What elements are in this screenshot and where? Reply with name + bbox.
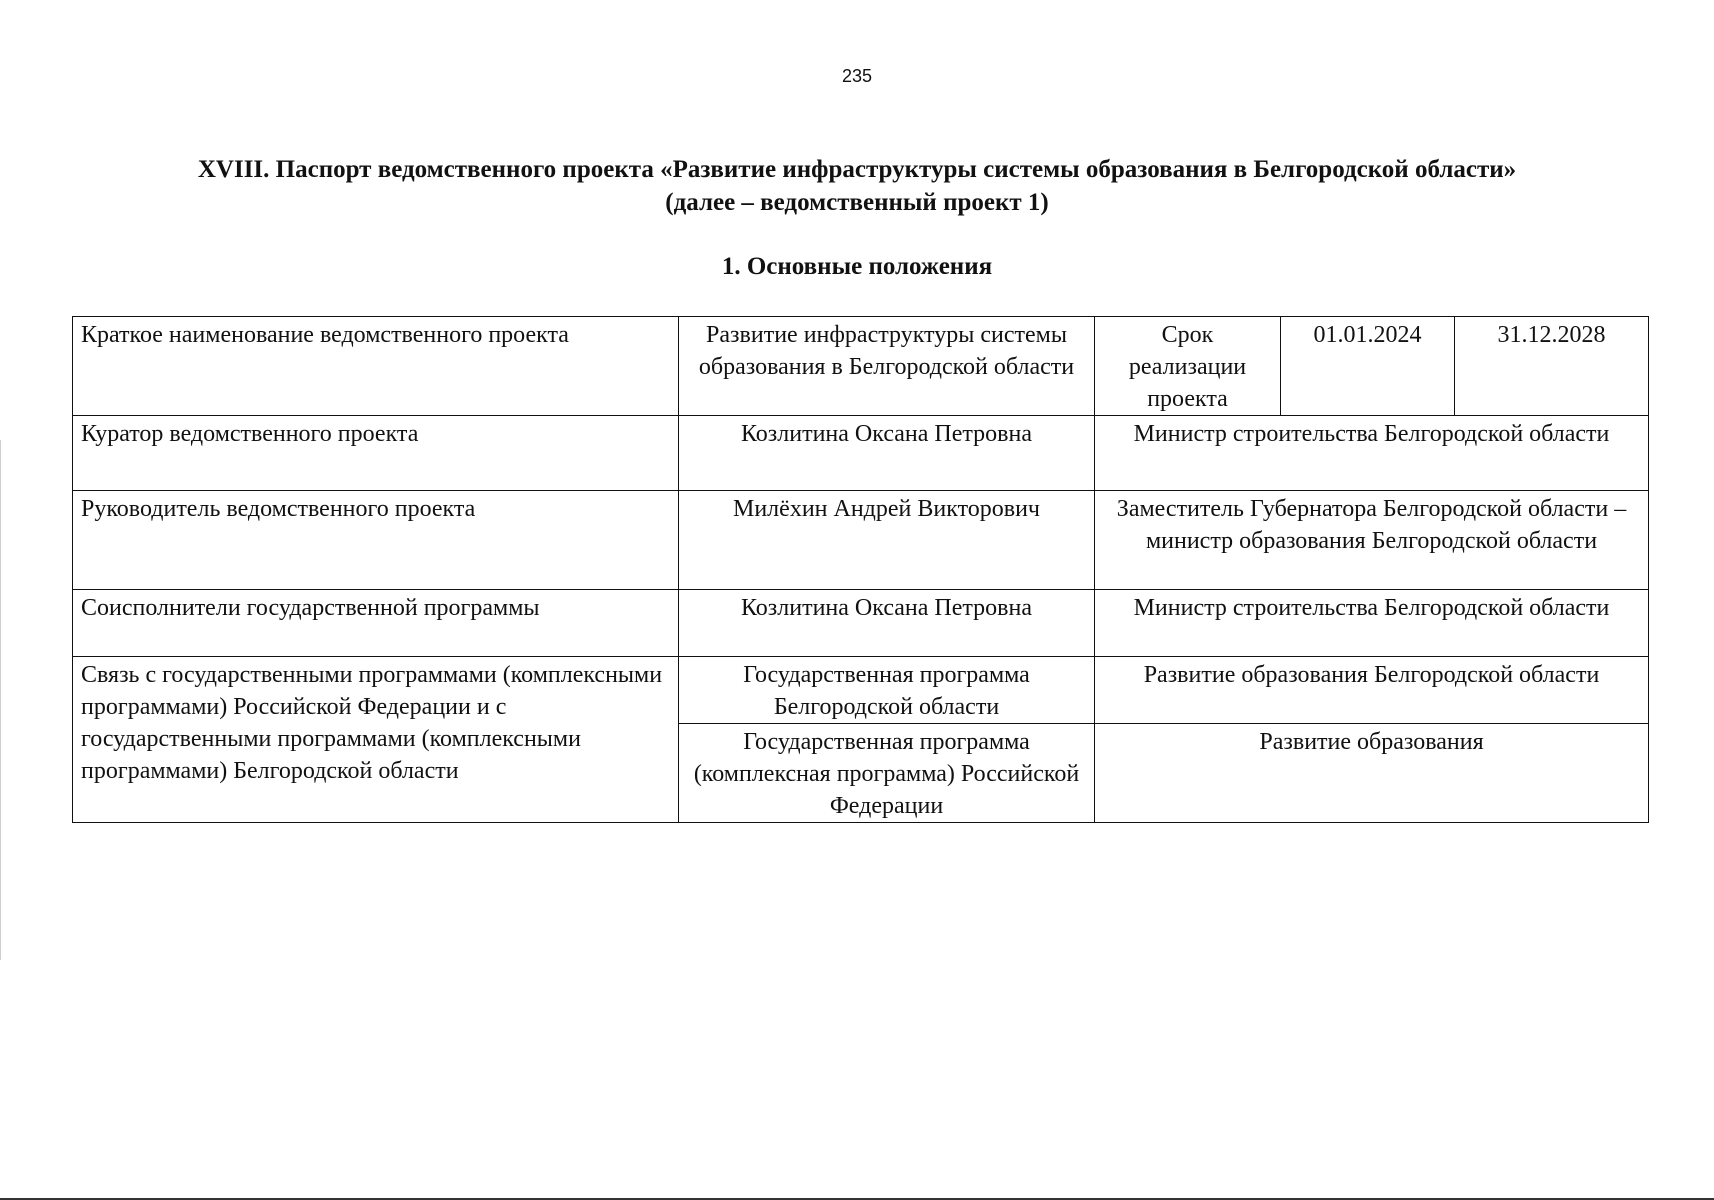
short-name-label: Краткое наименование ведомственного проекта [73, 317, 679, 416]
document-title [60, 153, 1654, 219]
document-title-line-2: (далее – ведомственный проект 1) [665, 189, 1049, 216]
links-label: Связь с государственными программами (комплексными программами) Российской Федерации и с государственными программами (комплексными программами) Белгородской области [73, 657, 679, 823]
term-end-date: 31.12.2028 [1455, 317, 1649, 416]
curator-label: Куратор ведомственного проекта [73, 416, 679, 491]
term-start-date: 01.01.2024 [1281, 317, 1455, 416]
scan-edge-left [0, 440, 1, 960]
links-item-1-type: Государственная программа Белгородской области [679, 657, 1095, 724]
head-name: Милёхин Андрей Викторович [679, 491, 1095, 590]
table-row-curator [73, 416, 1649, 491]
table-row-head [73, 491, 1649, 590]
head-position: Заместитель Губернатора Белгородской области – министр образования Белгородской области [1095, 491, 1649, 590]
project-passport-table [72, 316, 1649, 823]
co-executors-position: Министр строительства Белгородской области [1095, 590, 1649, 657]
head-label: Руководитель ведомственного проекта [73, 491, 679, 590]
links-item-2-name: Развитие образования [1095, 724, 1649, 823]
short-name-value: Развитие инфраструктуры системы образования в Белгородской области [679, 317, 1095, 416]
co-executors-label: Соисполнители государственной программы [73, 590, 679, 657]
section-title: 1. Основные положения [721, 253, 993, 280]
term-label: Срок реализации проекта [1095, 317, 1281, 416]
document-title-line-1: XVIII. Паспорт ведомственного проекта «Развитие инфраструктуры системы образования в Белгородской области» [197, 156, 1517, 183]
co-executors-name: Козлитина Оксана Петровна [679, 590, 1095, 657]
table-row-links-1 [73, 657, 1649, 724]
table-row-co-executors [73, 590, 1649, 657]
links-item-1-name: Развитие образования Белгородской области [1095, 657, 1649, 724]
curator-name: Козлитина Оксана Петровна [679, 416, 1095, 491]
links-item-2-type: Государственная программа (комплексная программа) Российской Федерации [679, 724, 1095, 823]
table-row-short-name [73, 317, 1649, 416]
page-number: 235 [841, 66, 873, 86]
curator-position: Министр строительства Белгородской области [1095, 416, 1649, 491]
